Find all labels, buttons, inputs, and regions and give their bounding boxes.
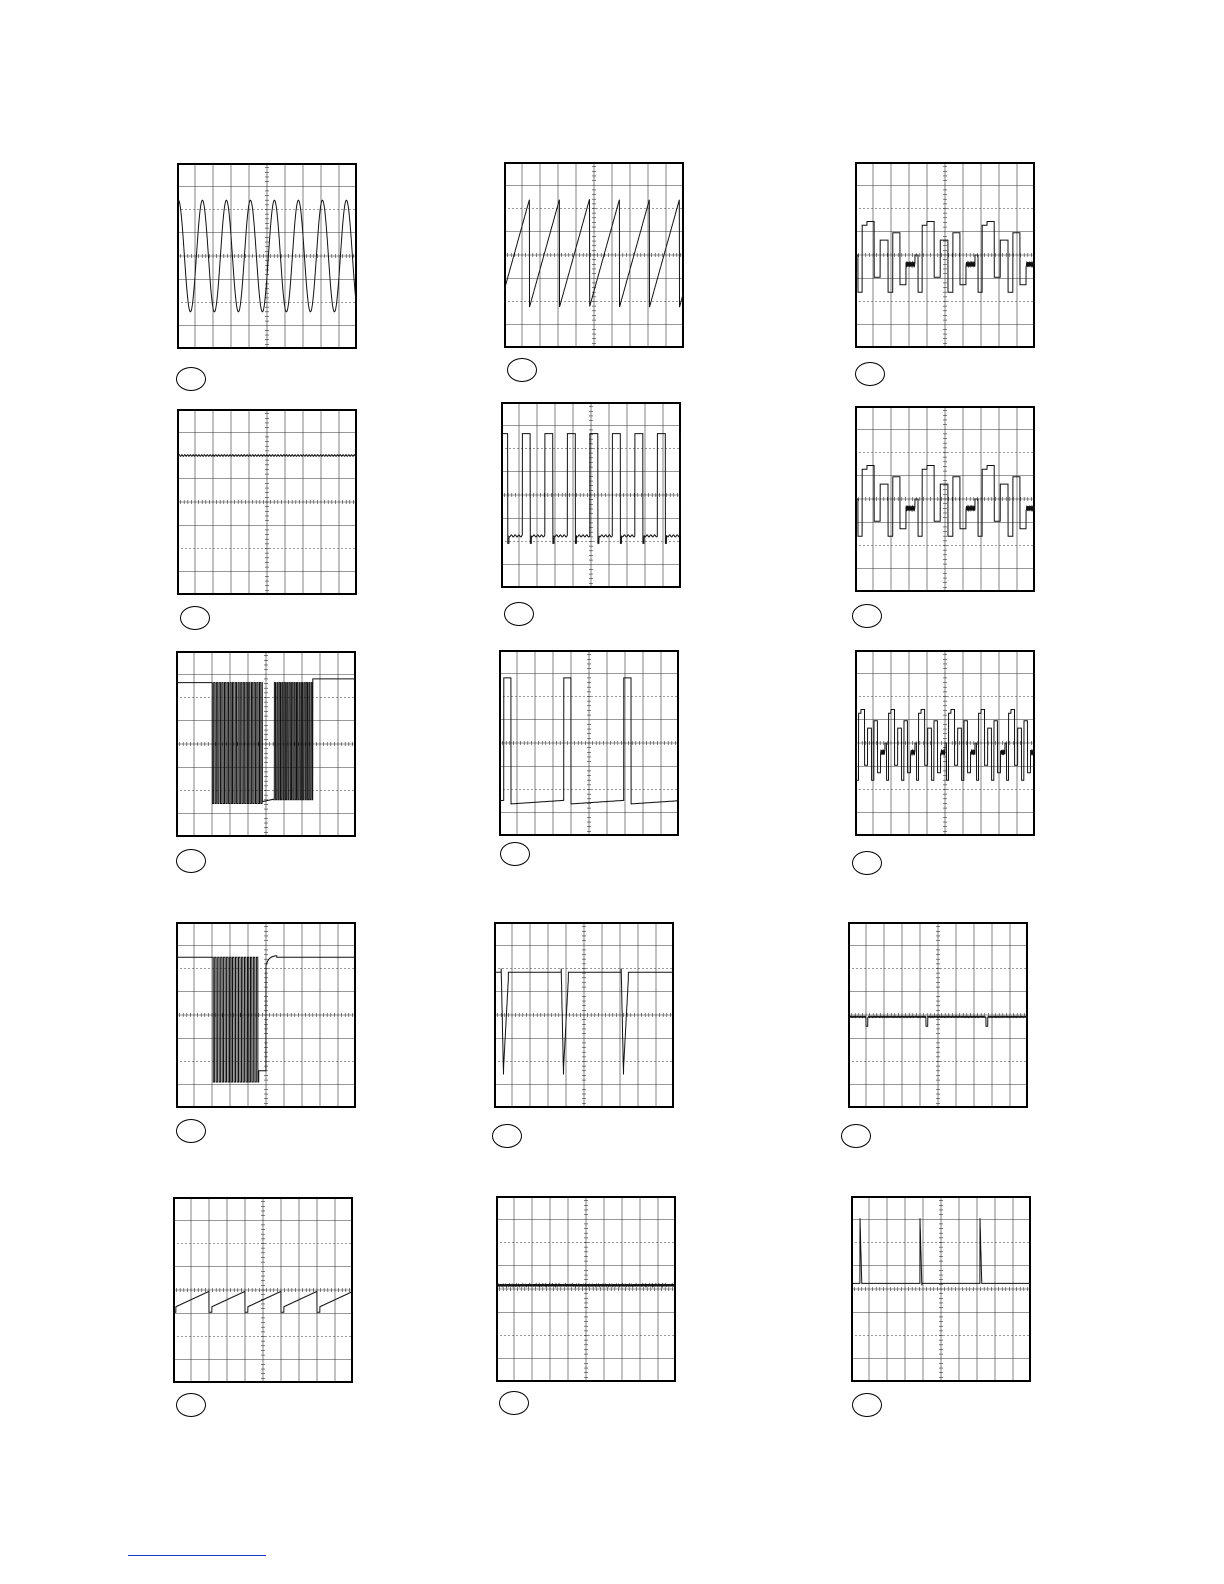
scope-display-10 (176, 922, 356, 1108)
scope-display-11 (494, 922, 674, 1108)
test-point-marker-11 (492, 1124, 522, 1148)
scope-display-14 (496, 1196, 676, 1382)
test-point-marker-1 (176, 367, 206, 391)
scope-display-8 (499, 650, 679, 836)
test-point-marker-2 (507, 358, 537, 382)
test-point-marker-7 (176, 849, 206, 873)
scope-screen (848, 922, 1028, 1108)
test-point-marker-15 (852, 1393, 882, 1417)
scope-screen (851, 1196, 1031, 1382)
test-point-marker-8 (500, 842, 530, 866)
waveform-trace-wf-14 (496, 1284, 676, 1286)
scope-screen (177, 409, 357, 595)
test-point-marker-5 (504, 602, 534, 626)
scope-screen (855, 650, 1035, 836)
scope-display-3 (855, 162, 1035, 348)
scope-screen (499, 650, 679, 836)
test-point-marker-6 (852, 604, 882, 628)
scope-screen (501, 402, 681, 588)
scope-screen (504, 162, 684, 348)
scope-display-2 (504, 162, 684, 348)
scope-screen (494, 922, 674, 1108)
scope-screen (176, 922, 356, 1108)
scope-screen (496, 1196, 676, 1382)
scope-display-4 (177, 409, 357, 595)
scope-display-13 (173, 1197, 353, 1383)
test-point-marker-12 (841, 1124, 871, 1148)
test-point-marker-10 (176, 1119, 206, 1143)
scope-display-1 (177, 163, 357, 349)
scope-screen (855, 162, 1035, 348)
scope-display-7 (176, 651, 356, 837)
test-point-marker-14 (499, 1391, 529, 1415)
scope-display-9 (855, 650, 1035, 836)
scope-screen (177, 163, 357, 349)
scope-screen (173, 1197, 353, 1383)
scope-display-6 (855, 406, 1035, 592)
scope-display-12 (848, 922, 1028, 1108)
scope-screen (855, 406, 1035, 592)
footer-link-rule (128, 1555, 266, 1556)
test-point-marker-4 (180, 606, 210, 630)
test-point-marker-9 (852, 851, 882, 875)
scope-display-15 (851, 1196, 1031, 1382)
test-point-marker-13 (176, 1393, 206, 1417)
scope-display-5 (501, 402, 681, 588)
test-point-marker-3 (855, 362, 885, 386)
scope-screen (176, 651, 356, 837)
